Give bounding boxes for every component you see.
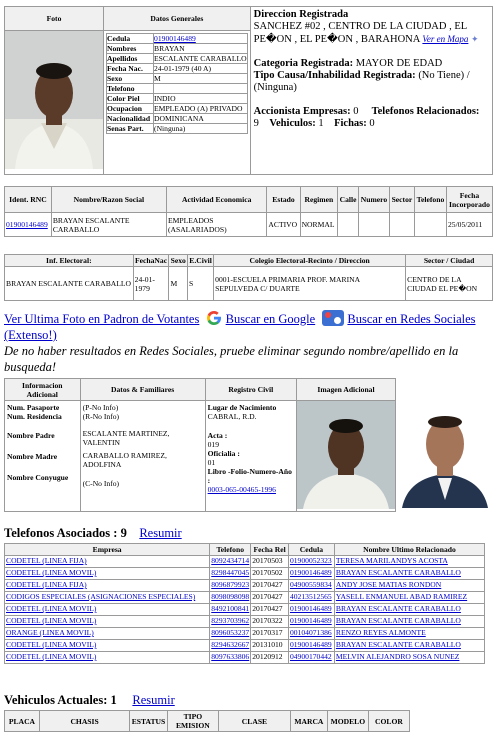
electoral-header-cell: Inf. Electoral:	[5, 255, 134, 267]
social-icon[interactable]	[322, 310, 344, 326]
telefono-cell: 20170322	[251, 616, 289, 628]
datos-familiares-header: Datos & Familiares	[80, 379, 205, 401]
vehiculos-header-cell: ESTATUS	[130, 711, 167, 732]
telefono-cell[interactable]: 8096879923	[210, 580, 251, 592]
electoral-cell: 0001-ESCUELA PRIMARIA PROF. MARINA SEPULVEDA C/ DUARTE	[214, 267, 406, 301]
field-row	[107, 44, 248, 54]
rnc-header-cell: Telefono	[414, 187, 446, 213]
direccion-value: SANCHEZ #02 , CENTRO DE LA CIUDAD , EL PE�ON , EL PE�ON , BARAHONA Ver en Mapa ✦	[253, 21, 479, 45]
rnc-header-cell: Nombre/Razon Social	[51, 187, 166, 213]
madre-label: Nombre Madre	[7, 452, 58, 461]
telefonos-header-cell: Nombre Ultimo Relacionado	[334, 544, 484, 556]
field-label: Apellidos	[107, 54, 154, 64]
field-label: Nombres	[107, 44, 154, 54]
telefono-cell[interactable]: 00104071386	[288, 628, 334, 640]
rnc-header-cell: Regimen	[300, 187, 338, 213]
telefono-cell: 20131010	[251, 640, 289, 652]
telefono-cell[interactable]: CODETEL (LINEA FIJA)	[5, 580, 210, 592]
telefono-cell[interactable]: ANDY JOSE MATIAS RONDON	[334, 580, 484, 592]
additional-photo-1	[297, 401, 395, 509]
libro-link[interactable]: 0003-065-00465-1996	[207, 485, 276, 494]
electoral-header-cell: Colegio Electoral-Recinto / Direccion	[214, 255, 406, 267]
padre-value: ESCALANTE MARTINEZ, VALENTIN	[82, 429, 170, 447]
accionista-label: Accionista Empresas:	[253, 106, 351, 117]
electoral-cell: M	[169, 267, 188, 301]
field-value: DOMINICANA	[154, 114, 248, 124]
telefono-cell[interactable]: 40213512565	[288, 592, 334, 604]
field-row	[107, 74, 248, 84]
padron-link[interactable]: Ver Ultima Foto en Padron de Votantes	[4, 312, 200, 326]
telefonos-header	[4, 526, 182, 541]
search-links	[4, 310, 494, 375]
pasaporte-label: Num. Pasaporte	[7, 403, 60, 412]
info-adicional-table	[4, 378, 396, 512]
telefono-row	[5, 580, 485, 592]
vehiculos-header-cell: MODELO	[327, 711, 368, 732]
telefono-cell[interactable]: 8298447045	[210, 568, 251, 580]
vehiculos-header-cell: CHASIS	[39, 711, 129, 732]
field-label: Nacionalidad	[107, 114, 154, 124]
residencia-value: (R-No Info)	[82, 412, 120, 421]
telefono-cell[interactable]: 01900146489	[288, 640, 334, 652]
oficialia-label: Oficialia :	[207, 449, 240, 458]
telefono-cell: 20170427	[251, 604, 289, 616]
telefono-cell[interactable]: 01900146489	[288, 568, 334, 580]
electoral-header-cell: E.Civil	[189, 256, 212, 265]
vehiculos-header-cell: PLACA	[5, 711, 40, 732]
field-label: Senas Part.	[107, 124, 154, 134]
electoral-cell: S	[188, 267, 214, 301]
rnc-header-cell: Ident. RNC	[5, 187, 52, 213]
padre-label: Nombre Padre	[7, 431, 55, 440]
field-row	[107, 94, 248, 104]
telefono-row	[5, 592, 485, 604]
electoral-header-cell: Sector / Ciudad	[406, 255, 493, 267]
telefono-cell: 20170427	[251, 592, 289, 604]
vehiculos-label: Vehiculos:	[269, 118, 316, 129]
field-row	[107, 34, 248, 44]
telefono-cell[interactable]: 8294632667	[210, 640, 251, 652]
field-row	[107, 104, 248, 114]
telefono-row	[5, 652, 485, 664]
vehiculos-header-cell: COLOR	[368, 711, 409, 732]
telefono-cell[interactable]: 8293703962	[210, 616, 251, 628]
oficialia-value: 01	[207, 458, 216, 467]
electoral-cell: BRAYAN ESCALANTE CARABALLO	[5, 267, 134, 301]
vehiculos-table	[4, 710, 410, 732]
rnc-header-cell: Estado	[267, 187, 300, 213]
rnc-cell	[359, 213, 390, 237]
datos-generales-header: Datos Generales	[104, 7, 251, 31]
vehiculos-header	[4, 693, 175, 708]
field-value: EMPLEADO (A) PRIVADO	[154, 104, 248, 114]
lugar-label: Lugar de Nacimiento	[207, 403, 277, 412]
field-value: 24-01-1979 (40 A)	[154, 64, 248, 74]
field-label: Telefono	[107, 84, 154, 94]
telefono-cell[interactable]: 8096053237	[210, 628, 251, 640]
info-labels	[5, 401, 81, 512]
imagen-adicional	[296, 401, 395, 512]
field-label: Fecha Nac.	[107, 64, 154, 74]
telefono-cell[interactable]: ORANGE (LINEA MOVIL)	[5, 628, 210, 640]
telefono-cell[interactable]: 01900146489	[288, 616, 334, 628]
telefono-cell[interactable]: RENZO REYES ALMONTE	[334, 628, 484, 640]
pasaporte-value: (P-No Info)	[82, 403, 119, 412]
telefono-row	[5, 640, 485, 652]
telefono-cell[interactable]: CODETEL (LINEA MOVIL)	[5, 604, 210, 616]
telefono-cell[interactable]: CODETEL (LINEA MOVIL)	[5, 568, 210, 580]
telefono-cell[interactable]: CODETEL (LINEA MOVIL)	[5, 616, 210, 628]
rnc-cell: ACTIVO	[267, 213, 300, 237]
field-value	[154, 84, 248, 94]
telefonos-header-cell: Fecha Rel	[251, 544, 289, 556]
acta-value: 019	[207, 440, 220, 449]
electoral-cell: CENTRO DE LA CIUDAD EL PE�ON	[406, 267, 493, 301]
rnc-header-cell: Calle	[338, 187, 359, 213]
field-label: Color Piel	[107, 94, 154, 104]
foto-header: Foto	[5, 7, 104, 31]
field-label: Cedula	[107, 34, 154, 44]
telefono-row	[5, 616, 485, 628]
field-label: Sexo	[107, 74, 154, 84]
rnc-header-cell: Numero	[359, 187, 390, 213]
telefono-cell[interactable]: YASELL ENMANUEL ABAD RAMIREZ	[334, 592, 484, 604]
rnc-cell	[389, 213, 414, 237]
vehiculos-header-cell: TIPO EMISION	[167, 711, 218, 732]
lugar-value: CABRAL, R.D.	[207, 412, 257, 421]
telefonos-header-cell: Telefono	[210, 544, 251, 556]
rnc-header-cell: Sector	[389, 187, 414, 213]
telefono-cell[interactable]: BRAYAN ESCALANTE CARABALLO	[334, 616, 484, 628]
accionista-value: 0	[353, 106, 359, 117]
fichas-label: Fichas:	[334, 118, 367, 129]
datos-generales-fields	[104, 31, 251, 175]
tipo-causa-label: Tipo Causa/Inhabilidad Registrada:	[253, 70, 416, 81]
electoral-header-cell: Sexo	[170, 256, 186, 265]
telefono-row	[5, 568, 485, 580]
google-icon[interactable]	[206, 310, 222, 326]
rnc-cell: NORMAL	[300, 213, 338, 237]
telefonos-header-cell: Cedula	[288, 544, 334, 556]
telefono-cell: 20170317	[251, 628, 289, 640]
telefono-row	[5, 628, 485, 640]
info-adicional-header: Informacion Adicional	[5, 379, 81, 401]
telefono-cell[interactable]: CODETEL (LINEA MOVIL)	[5, 640, 210, 652]
field-value: M	[154, 74, 248, 84]
registro-civil-header: Registro Civil	[205, 379, 296, 401]
telefono-cell[interactable]: 8098098098	[210, 592, 251, 604]
telefono-row	[5, 556, 485, 568]
busqueda-notice: De no haber resultados en Redes Sociales, pruebe eliminar segundo nombre/apellido en la busqueda!	[4, 344, 459, 374]
rnc-header-cell: Actividad Economica	[166, 187, 266, 213]
field-row	[107, 64, 248, 74]
telefono-cell[interactable]: BRAYAN ESCALANTE CARABALLO	[334, 604, 484, 616]
telefono-cell[interactable]: CODIGOS ESPECIALES (ASIGNACIONES ESPECIALES)	[5, 592, 210, 604]
telefono-cell[interactable]: 01900052323	[288, 556, 334, 568]
acta-label: Acta :	[207, 431, 228, 440]
address-panel	[250, 7, 492, 175]
field-value: ESCALANTE CARABALLO	[154, 54, 247, 63]
rnc-cell[interactable]: 01900146489	[5, 213, 52, 237]
telefono-cell[interactable]: BRAYAN ESCALANTE CARABALLO	[334, 568, 484, 580]
redes-sociales-link[interactable]: Buscar en Redes Sociales (Extenso!)	[4, 312, 476, 342]
telefono-cell[interactable]: 04900170442	[288, 652, 334, 664]
ver-en-mapa-link[interactable]: Ver en Mapa	[422, 34, 469, 44]
vehiculos-header-cell: MARCA	[290, 711, 327, 732]
direccion-label: Direccion Registrada	[253, 9, 349, 20]
telefono-cell: 20170502	[251, 568, 289, 580]
residencia-label: Num. Residencia	[7, 412, 62, 421]
electoral-cell: 24-01-1979	[133, 267, 169, 301]
madre-value: CARABALLO RAMIREZ, ADOLFINA	[82, 451, 167, 469]
rnc-cell: BRAYAN ESCALANTE CARABALLO	[51, 213, 166, 237]
rnc-cell	[414, 213, 446, 237]
telefonos-relacionados-value: 9	[253, 118, 259, 129]
field-row	[107, 114, 248, 124]
telefonos-resumir-link[interactable]: Resumir	[139, 526, 182, 540]
general-info-table	[4, 6, 493, 175]
telefono-cell: 20120912	[251, 652, 289, 664]
conyugue-value: (C-No Info)	[82, 479, 120, 488]
categoria-value: MAYOR DE EDAD	[355, 58, 443, 69]
map-pin-icon[interactable]: ✦	[471, 34, 479, 44]
person-photo	[5, 31, 103, 169]
field-value[interactable]: 01900146489	[154, 34, 248, 44]
vehiculos-header-cell: CLASE	[219, 711, 291, 732]
telefonos-relacionados-label: Telefonos Relacionados:	[371, 106, 480, 117]
field-value: INDIO	[154, 94, 248, 104]
libro-label: Libro -Folio-Numero-Año :	[207, 467, 292, 485]
rnc-cell	[338, 213, 359, 237]
main-photo	[5, 31, 104, 175]
telefono-cell[interactable]: CODETEL (LINEA FIJA)	[5, 556, 210, 568]
telefono-cell[interactable]: 8492100841	[210, 604, 251, 616]
telefonos-title: Telefonos Asociados : 9	[4, 526, 127, 540]
telefono-cell[interactable]: BRAYAN ESCALANTE CARABALLO	[334, 640, 484, 652]
rnc-cell: EMPLEADOS (ASALARIADOS)	[166, 213, 266, 237]
telefono-cell[interactable]: 8097633806	[210, 652, 251, 664]
field-row	[107, 84, 248, 94]
additional-photo-2	[398, 400, 492, 508]
field-label: Ocupacion	[107, 104, 154, 114]
info-values	[80, 401, 205, 512]
vehiculos-value: 1	[318, 118, 324, 129]
telefono-cell[interactable]: 01900146489	[288, 604, 334, 616]
field-value: BRAYAN	[154, 44, 248, 54]
telefono-cell[interactable]: 8092434714	[210, 556, 251, 568]
telefono-row	[5, 604, 485, 616]
field-value: (Ninguna)	[154, 124, 248, 134]
telefonos-table	[4, 543, 485, 664]
field-row	[107, 124, 248, 134]
registro-civil	[205, 401, 296, 512]
rnc-header-cell: Fecha Incorporado	[446, 187, 492, 213]
google-link[interactable]: Buscar en Google	[225, 312, 316, 326]
telefono-cell[interactable]: 04900559834	[288, 580, 334, 592]
telefono-cell: 20170503	[251, 556, 289, 568]
vehiculos-resumir-link[interactable]: Resumir	[132, 693, 175, 707]
rnc-cell: 25/05/2011	[446, 213, 492, 237]
conyugue-label: Nombre Conyugue	[7, 473, 69, 482]
field-row	[107, 54, 248, 64]
telefono-cell[interactable]: MELVIN ALEJANDRO SOSA NUNEZ	[334, 652, 484, 664]
fichas-value: 0	[369, 118, 375, 129]
electoral-header-cell: FechaNac	[135, 256, 168, 265]
telefono-cell[interactable]: TERESA MARILANDYS ACOSTA	[334, 556, 484, 568]
telefono-cell: 20170427	[251, 580, 289, 592]
rnc-table	[4, 186, 493, 237]
vehiculos-count: 1	[110, 693, 117, 707]
electoral-table	[4, 254, 493, 301]
imagen-adicional-header: Imagen Adicional	[296, 379, 395, 401]
categoria-label: Categoria Registrada:	[253, 58, 354, 69]
tipo-causa-value: (No Tiene) / (Ninguna)	[253, 70, 470, 93]
telefono-cell[interactable]: CODETEL (LINEA MOVIL)	[5, 652, 210, 664]
telefonos-header-cell: Empresa	[5, 544, 210, 556]
vehiculos-title: Vehiculos Actuales:	[4, 693, 108, 707]
